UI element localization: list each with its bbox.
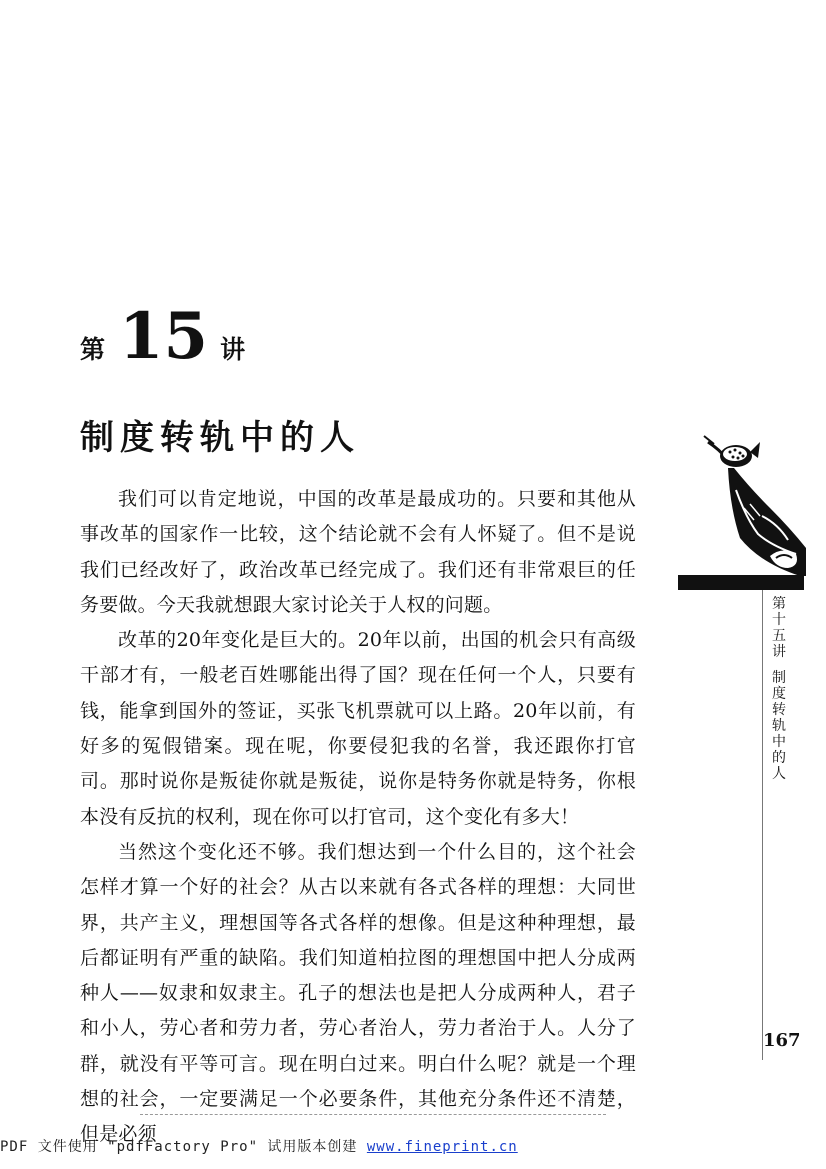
paragraph: 当然这个变化还不够。我们想达到一个什么目的，这个社会怎样才算一个好的社会？从古以来就有各式各样的理想：大同世界，共产主义，理想国等各式各样的想像。但是这种种理想，最后都证明有严重的缺陷。我们知道柏拉图的理想国中把人分成两种人——奴隶和奴隶主。孔子的想法也是把人分成两种人，君子和小人，劳心者和劳力者，劳心者治人，劳力者治于人。人分了群，就没有平等可言。现在明白过来。明白什么呢？就是一个理想的社会，一定要满足一个必要条件，其他充分条件还不清楚，但是必须	[80, 840, 636, 1146]
margin-bar	[678, 575, 804, 590]
footer-text: PDF 文件使用 "pdfFactory Pro" 试用版本创建	[0, 1139, 367, 1155]
pdf-footer	[0, 1136, 518, 1156]
page-number: 167	[763, 1030, 801, 1051]
chapter-heading	[80, 299, 246, 374]
running-header-char: 中	[772, 734, 786, 750]
footer-link[interactable]: www.fineprint.cn	[366, 1139, 518, 1155]
running-header-char: 轨	[772, 718, 786, 734]
running-header-char: 第	[772, 596, 786, 612]
running-header-char: 度	[772, 686, 786, 702]
running-header	[767, 596, 791, 782]
divider	[140, 1114, 606, 1115]
chapter-title: 制度转轨中的人	[80, 418, 360, 458]
margin-rule	[762, 590, 763, 1060]
running-header-char: 人	[772, 766, 786, 782]
running-header-char: 讲	[772, 644, 786, 660]
chapter-prefix: 第	[80, 335, 106, 364]
body-text	[80, 482, 636, 1153]
chapter-number: 15	[119, 299, 209, 374]
running-header-char: 的	[772, 750, 786, 766]
paragraph: 我们可以肯定地说，中国的改革是最成功的。只要和其他从事改革的国家作一比较，这个结论就不会有人怀疑了。但不是说我们已经改好了，政治改革已经完成了。我们还有非常艰巨的任务要做。今天我就想跟大家讨论关于人权的问题。	[80, 488, 636, 616]
running-header-char: 转	[772, 702, 786, 718]
running-header-char: 制	[772, 670, 786, 686]
paragraph: 改革的20年变化是巨大的。20年以前，出国的机会只有高级干部才有，一般老百姓哪能出得了国？现在任何一个人，只要有钱，能拿到国外的签证，买张飞机票就可以上路。20年以前，有好多的冤假错案。现在呢，你要侵犯我的名誉，我还跟你打官司。那时说你是叛徒你就是叛徒，说你是特务你就是特务，你根本没有反抗的权利，现在你可以打官司，这个变化有多大！	[80, 629, 636, 828]
running-header-char: 十	[772, 612, 786, 628]
fish-sculpture-icon	[700, 428, 806, 576]
running-header-char: 五	[772, 628, 786, 644]
chapter-suffix: 讲	[220, 335, 246, 364]
